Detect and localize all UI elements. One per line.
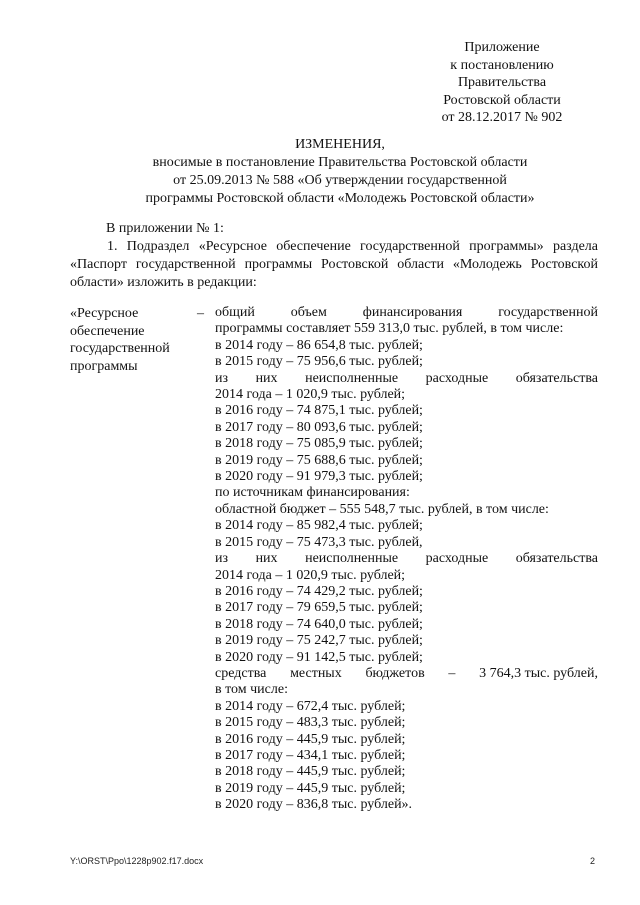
resources-word: 3 764,3 тыс. рублей, (479, 665, 598, 681)
resources-line: в 2020 году – 836,8 тыс. рублей». (215, 797, 413, 813)
resources-line: в том числе: (215, 682, 288, 698)
resources-word: финансирования (362, 305, 463, 320)
resources-word: неисполненные (305, 370, 399, 386)
heading-line: вносимые в постановление Правительства Ростовской области (152, 155, 528, 170)
heading-title: ИЗМЕНЕНИЯ, (295, 137, 385, 152)
resources-line (215, 666, 598, 682)
resources-line: в 2017 году – 434,1 тыс. рублей; (215, 747, 406, 763)
resources-details (215, 305, 598, 814)
resources-word: государственной (498, 305, 598, 320)
annex-reference: В приложении № 1: (106, 221, 224, 236)
resources-line: 2014 года – 1 020,9 тыс. рублей; (215, 567, 406, 583)
resources-line: в 2020 году – 91 142,5 тыс. рублей; (215, 649, 423, 665)
resources-line: 2014 года – 1 020,9 тыс. рублей; (215, 387, 406, 403)
resources-word: них (255, 551, 278, 567)
footer-file-path: Y:\ORST\Ppo\1228p902.f17.docx (70, 856, 204, 866)
resources-line: в 2019 году – 75 688,6 тыс. рублей; (215, 452, 423, 468)
resources-line: в 2016 году – 445,9 тыс. рублей; (215, 731, 406, 747)
resources-dash: – (197, 306, 204, 321)
resources-word: средства (215, 665, 267, 681)
appendix-line: к постановлению (450, 57, 554, 73)
resources-word: неисполненные (305, 551, 399, 567)
resources-line: в 2015 году – 75 473,3 тыс. рублей, (215, 534, 423, 550)
resources-line: в 2014 году – 672,4 тыс. рублей; (215, 698, 406, 714)
resources-word: обязательства (515, 370, 598, 386)
appendix-line: Правительства (457, 75, 547, 90)
resources-line (215, 305, 598, 321)
resources-word: расходные (425, 370, 489, 386)
resources-line: в 2020 году – 91 979,3 тыс. рублей; (215, 469, 423, 485)
resources-line: в 2017 году – 80 093,6 тыс. рублей; (215, 419, 423, 435)
resources-line (215, 551, 598, 567)
resources-line: в 2016 году – 74 429,2 тыс. рублей; (215, 583, 423, 599)
resources-word: них (255, 370, 278, 386)
resources-line: областной бюджет – 555 548,7 тыс. рублей, в том числе: (215, 501, 549, 517)
heading-line: программы Ростовской области «Молодежь Ростовской области» (145, 191, 535, 206)
resources-word: расходные (425, 551, 489, 567)
document-heading (70, 136, 610, 208)
resources-word: обязательства (515, 551, 598, 567)
resources-word: местных (290, 665, 342, 681)
footer-page-number: 2 (590, 856, 596, 866)
resources-word: бюджетов (365, 665, 425, 681)
resources-line: в 2014 году – 86 654,8 тыс. рублей; (215, 337, 423, 353)
amendment-paragraph: 1. Подраздел «Ресурсное обеспечение государственной программы» раздела «Паспорт государственной программы Ростовской области «Молодежь Ростовской области» изложить в редакции: (70, 239, 598, 290)
resources-line (215, 371, 598, 387)
resources-word: общий (215, 305, 255, 320)
resources-line: в 2016 году – 74 875,1 тыс. рублей; (215, 403, 423, 419)
resources-line: в 2018 году – 74 640,0 тыс. рублей; (215, 616, 423, 632)
resources-word: – (448, 665, 456, 681)
appendix-line: от 28.12.2017 № 902 (441, 110, 563, 125)
appendix-block (427, 39, 577, 127)
heading-line: от 25.09.2013 № 588 «Об утверждении государственной (173, 173, 507, 188)
resources-line: программы составляет 559 313,0 тыс. рублей, в том числе: (215, 321, 564, 337)
resources-word: из (215, 551, 229, 567)
resources-line: в 2019 году – 445,9 тыс. рублей; (215, 780, 406, 796)
resources-word: объем (290, 305, 327, 320)
resources-line: в 2019 году – 75 242,7 тыс. рублей; (215, 633, 423, 649)
resources-line: в 2015 году – 75 956,6 тыс. рублей; (215, 354, 423, 370)
appendix-line: Ростовской области (443, 92, 561, 108)
resources-line: в 2015 году – 483,3 тыс. рублей; (215, 715, 406, 731)
resources-line: по источникам финансирования: (215, 485, 410, 501)
appendix-line: Приложение (464, 40, 540, 55)
resources-line: в 2018 году – 75 085,9 тыс. рублей; (215, 436, 423, 452)
resources-line: в 2018 году – 445,9 тыс. рублей; (215, 764, 406, 780)
resources-label: «Ресурсное обеспечение государственной программы (70, 306, 170, 374)
resources-word: из (215, 370, 229, 386)
resources-line: в 2017 году – 79 659,5 тыс. рублей; (215, 600, 423, 616)
resources-line: в 2014 году – 85 982,4 тыс. рублей; (215, 518, 423, 534)
